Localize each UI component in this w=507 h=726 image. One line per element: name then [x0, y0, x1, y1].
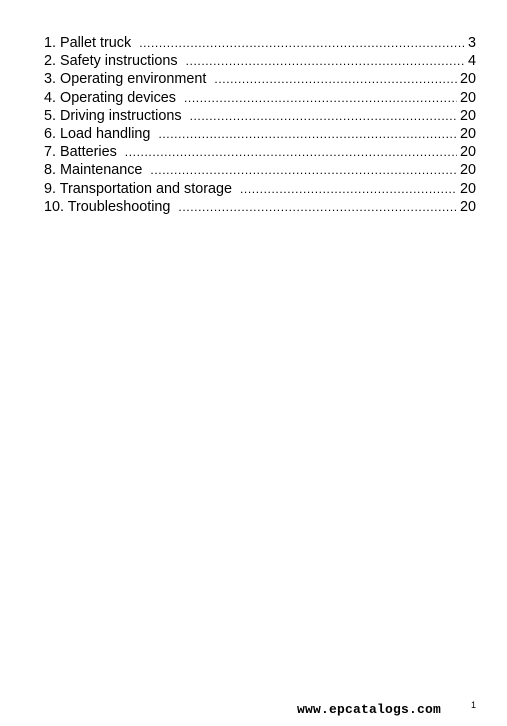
toc-entry-title: 7. Batteries: [44, 144, 117, 161]
toc-entry-operating-devices[interactable]: [44, 89, 476, 107]
toc-entry-maintenance[interactable]: [44, 161, 476, 179]
toc-entry-page: 20: [459, 198, 476, 215]
toc-dot-leader: [178, 198, 457, 216]
toc-entry-page: 20: [459, 162, 476, 179]
toc-entry-title: 8. Maintenance: [44, 162, 143, 179]
toc-entry-pallet-truck[interactable]: [44, 34, 476, 52]
toc-dot-leader: [150, 161, 457, 179]
toc-entry-title: 5. Driving instructions: [44, 107, 182, 124]
toc-entry-page: 20: [459, 144, 476, 161]
table-of-contents: [44, 34, 476, 216]
toc-entry-title: 1. Pallet truck: [44, 35, 132, 51]
toc-entry-safety-instructions[interactable]: [44, 52, 476, 70]
toc-dot-leader: [190, 107, 457, 125]
toc-entry-title: 2. Safety instructions: [44, 53, 178, 70]
toc-entry-load-handling[interactable]: [44, 125, 476, 143]
toc-dot-leader: [184, 89, 457, 107]
toc-dot-leader: [125, 143, 457, 161]
toc-dot-leader: [158, 125, 457, 143]
toc-entry-troubleshooting[interactable]: [44, 198, 476, 216]
toc-entry-driving-instructions[interactable]: [44, 107, 476, 125]
toc-entry-page: 20: [459, 107, 476, 124]
toc-entry-title: 3. Operating environment: [44, 71, 207, 88]
footer-url: www.epcatalogs.com: [297, 702, 442, 717]
toc-entry-page: 3: [467, 35, 476, 51]
toc-dot-leader: [186, 52, 465, 70]
toc-entry-title: 4. Operating devices: [44, 89, 176, 106]
toc-entry-page: 20: [459, 71, 476, 88]
toc-entry-page: 20: [459, 125, 476, 142]
toc-entry-title: 6. Load handling: [44, 125, 151, 142]
toc-entry-page: 20: [459, 89, 476, 106]
footer-page-number: 1: [471, 700, 477, 710]
toc-entry-operating-environment[interactable]: [44, 70, 476, 88]
toc-entry-page: 20: [459, 180, 476, 197]
toc-dot-leader: [139, 34, 465, 52]
toc-entry-title: 9. Transportation and storage: [44, 180, 232, 197]
toc-entry-batteries[interactable]: [44, 143, 476, 161]
toc-dot-leader: [214, 70, 457, 88]
toc-entry-title: 10. Troubleshooting: [44, 198, 171, 215]
toc-dot-leader: [240, 180, 457, 198]
toc-entry-transportation-and-storage[interactable]: [44, 180, 476, 198]
toc-entry-page: 4: [467, 53, 476, 70]
